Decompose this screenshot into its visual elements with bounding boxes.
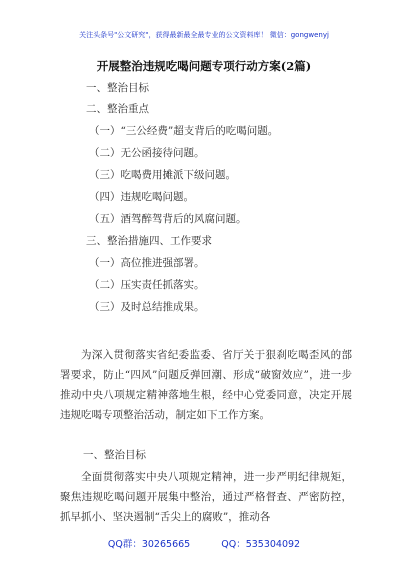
outline-item: （三）吃喝费用摊派下级问题。 (89, 169, 236, 181)
outline-heading-focus: 二、整治重点 (86, 103, 149, 115)
footer-contact (0, 536, 408, 550)
outline-item: （一）高位推进强部署。 (89, 257, 205, 269)
footer-qq-group: QQ群：30265665 (107, 539, 191, 550)
outline-item: （四）违规吃喝问题。 (89, 191, 194, 203)
footer-qq: QQ：535304092 (221, 539, 301, 550)
goal-paragraph-text: 全面贯彻落实中央八项规定精神，进一步严明纪律规矩，聚焦违规吃喝问题开展集中整治，通过严格督查、严密防控，抓早抓小、坚决遏制“舌尖上的腐败”，推动各 (60, 471, 352, 523)
outline-item: （五）酒驾醉驾背后的风腐问题。 (89, 213, 247, 225)
outline-item: （二）无公函接待问题。 (89, 147, 205, 159)
outline-heading-goal: 一、整治目标 (86, 82, 149, 94)
document-title: 开展整治违规吃喝问题专项行动方案(2篇) (96, 59, 312, 73)
outline-item: （三）及时总结推成果。 (89, 301, 205, 313)
outline-item: （一）“三公经费”超支背后的吃喝问题。 (89, 125, 279, 137)
section-heading-goal: 一、整治目标 (83, 449, 146, 461)
intro-paragraph-text: 为深入贯彻落实省纪委监委、省厅关于狠刹吃喝歪风的部署要求，防止“四风”问题反弹回潮、形成“破窗效应”，进一步推动中央八项规定精神落地生根，经中心党委同意，决定开展违规吃喝专项整治活动，制定如下工作方案。 (60, 349, 352, 421)
outline-item: （二）压实责任抓落实。 (89, 279, 205, 291)
header-banner: 关注头条号"公文研究"，获得最新最全最专业的公文资料库！ 微信：gongwenyj (79, 31, 329, 39)
goal-paragraph (60, 467, 352, 527)
intro-paragraph (60, 345, 352, 425)
outline-heading-measures: 三、整治措施四、工作要求 (86, 235, 212, 247)
